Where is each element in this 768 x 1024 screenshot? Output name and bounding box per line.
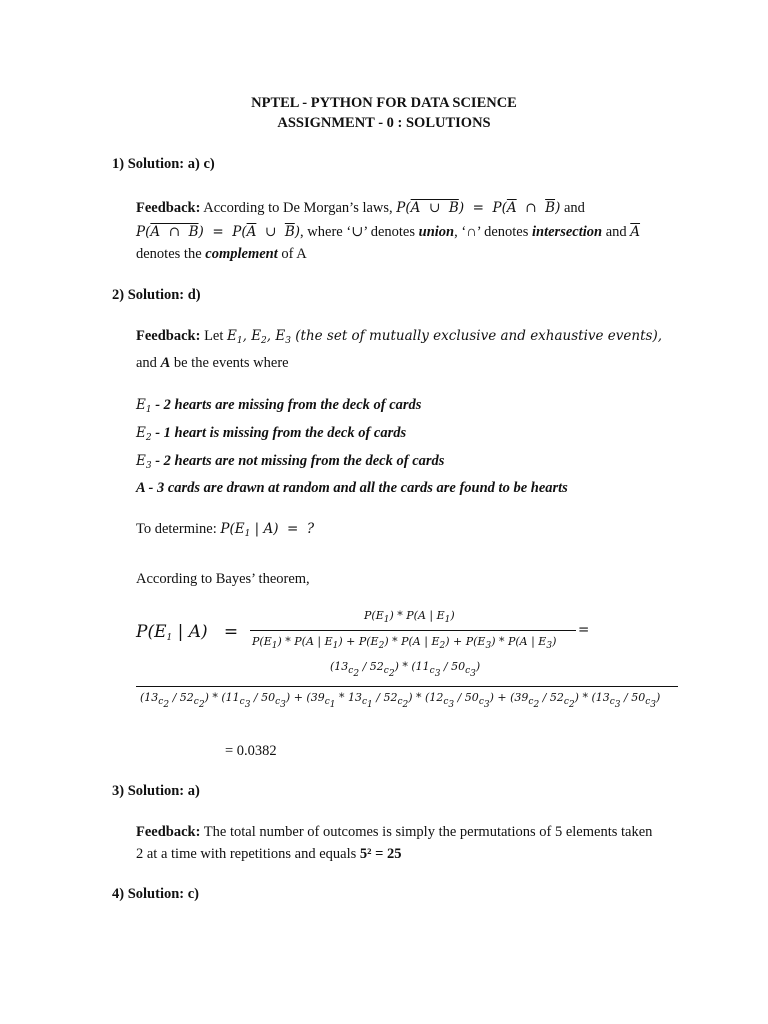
q2-feedback-line1	[136, 328, 662, 346]
q1-inter-sym: ∩	[466, 224, 477, 240]
q1-sep: , ‘	[454, 224, 467, 240]
q2-e2-text: - 1 heart is missing from the deck of cards	[151, 425, 407, 441]
q1-denotes2: ’ denotes	[476, 224, 532, 240]
q1-formula1: P(A ∪ $B) = P(\overline{A}$ ∩ $\overline{B}$)	[396, 200, 561, 216]
q1-feedback-label: Feedback:	[136, 200, 201, 216]
q2-e1-text: - 2 hearts are missing from the deck of cards	[151, 397, 422, 413]
q2-e3-def: $E_3 - 2$ hearts are not missing from the deck of cards	[136, 453, 445, 471]
q2-feedback-label: Feedback:	[136, 328, 201, 344]
q2-solution: 2) Solution: d)	[112, 287, 201, 303]
q2-bayes-label: According to Bayes’ theorem,	[136, 571, 310, 587]
q3-feedback-line2	[136, 846, 402, 863]
q1-feedback-line1	[136, 200, 585, 217]
q1-formula2: P(A ∩ $B) = P(\overline{A}$ ∪ $\overline{B}$)	[136, 224, 301, 240]
q3-feedback-label: Feedback:	[136, 824, 201, 840]
document-title: NPTEL - PYTHON FOR DATA SCIENCE	[251, 95, 517, 111]
bayes-denominator: $P(E_1) * P(A$ | $E_1) + P(E_2) * P(A$ | $E_2) + P(E_3) * P(A$ | $E_3$)	[252, 635, 557, 651]
q1-complement-post: of A	[277, 246, 307, 262]
numeric-fraction-bar	[136, 686, 678, 687]
q1-feedback-line3	[136, 246, 307, 263]
q3-text2: 2 at a time with repetitions and equals	[136, 846, 360, 862]
q1-complement-pre: denotes the	[136, 246, 206, 262]
q1-intersection-word: intersection	[532, 224, 603, 240]
q1-feedback-line2	[136, 224, 640, 241]
q2-let: Let	[200, 328, 228, 344]
q1-denotes1: ’ denotes	[363, 224, 419, 240]
q2-e2-def: $E_2 - 1$ heart is missing from the deck of cards	[136, 425, 407, 443]
q2-events: $E_1$, $E_2$, $E_3$	[227, 328, 291, 346]
bayes-numerator: $P(E_1) * P(A$ | $E_1$)	[364, 609, 455, 625]
q2-line2-a: A	[160, 355, 171, 371]
q2-result: = 0.0382	[225, 743, 277, 759]
q1-union-word: union	[418, 224, 455, 240]
q1-where: , where ‘	[300, 224, 352, 240]
q2-e3-text: - 2 hearts are not missing from the deck of cards	[151, 453, 445, 469]
q1-and2: and	[602, 224, 631, 240]
q3-feedback-line1	[136, 824, 652, 841]
numeric-numerator: $(13_{c_2} / 52_{c_2}) * (11_{c_3} / 50_{c_3})$	[330, 660, 481, 679]
q1-and: and	[560, 200, 585, 216]
q2-line2-post: be the events where	[170, 355, 289, 371]
q2-a-def: A - 3 cards are drawn at random and all the cards are found to be hearts	[136, 480, 568, 496]
q1-text1: According to De Morgan’s laws,	[200, 200, 397, 216]
bayes-equals: =	[578, 622, 590, 638]
q1-union-sym: ∪	[351, 224, 364, 240]
q1-complement-word: complement	[205, 246, 278, 262]
q1-abar: $\overline{A}$	[630, 224, 641, 240]
q2-line2-pre: and	[136, 355, 161, 371]
bayes-fraction-bar	[250, 630, 576, 631]
q3-answer: 5² = 25	[359, 846, 402, 862]
q1-solution: 1) Solution: a) c)	[112, 156, 215, 172]
numeric-denominator: $(13_{c_2} / 52_{c_2}) * (11_{c_3} / 50_{c_3}) + (39_{c_1} * 13_{c_1} / 52_{c_2}) * (12_{c_3} / 50_{c_3}) + (39_{c_2} / 52_{c_2}) * (13_{c_3} / 50_{c_3})$	[140, 691, 661, 710]
q3-solution: 3) Solution: a)	[112, 783, 200, 799]
bayes-lhs: $P(E_1$ | A) =	[136, 622, 239, 643]
document-subtitle: ASSIGNMENT - 0 : SOLUTIONS	[277, 115, 491, 131]
q2-feedback-line2	[136, 355, 289, 372]
q3-text1: The total number of outcomes is simply the permutations of 5 elements taken	[200, 824, 653, 840]
q4-solution: 4) Solution: c)	[112, 886, 199, 902]
q2-e1-def: $E_1 - 2$ hearts are missing from the deck of cards	[136, 397, 422, 415]
q2-determine: To determine: $P(E_1$ | A) = ?	[136, 521, 315, 539]
q2-determine-label: To determine:	[136, 521, 221, 537]
q2-events-desc: (the set of mutually exclusive and exhaustive events),	[295, 328, 663, 344]
